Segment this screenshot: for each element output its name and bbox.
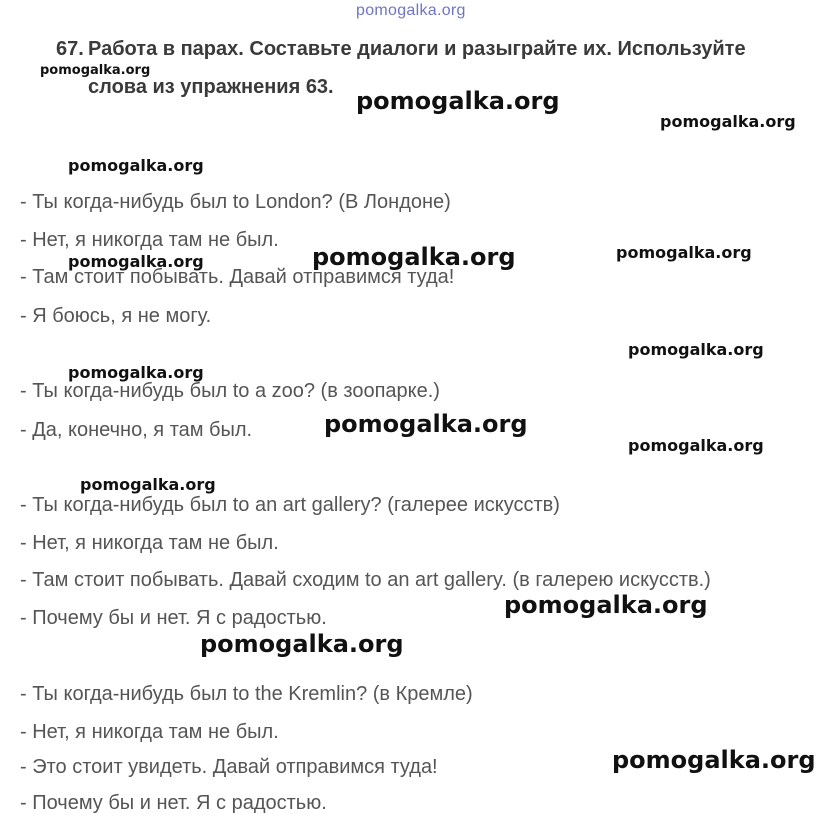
exercise-title-line1: Работа в парах. Составьте диалоги и разыграйте их. Используйте bbox=[88, 38, 746, 60]
watermark: pomogalka.org bbox=[504, 591, 708, 619]
exercise-title-line2: слова из упражнения 63. bbox=[88, 76, 334, 98]
dialogue-line: - Да, конечно, я там был. bbox=[20, 419, 253, 441]
watermark: pomogalka.org bbox=[68, 252, 204, 271]
watermark: pomogalka.org bbox=[312, 243, 516, 271]
watermark: pomogalka.org bbox=[40, 63, 151, 78]
watermark: pomogalka.org bbox=[628, 436, 764, 455]
dialogue-line: - Ты когда-нибудь был to London? (В Лондоне) bbox=[20, 191, 451, 213]
dialogue-line: - Я боюсь, я не могу. bbox=[20, 305, 212, 327]
dialogue-line: - Там стоит побывать. Давай отправимся туда! bbox=[20, 266, 455, 288]
dialogue-line: - Ты когда-нибудь был to a zoo? (в зоопарке.) bbox=[20, 380, 440, 402]
exercise-number: 67. bbox=[56, 38, 84, 60]
dialogue-line: - Нет, я никогда там не был. bbox=[20, 721, 279, 743]
watermark: pomogalka.org bbox=[356, 87, 560, 115]
dialogue-line: - Это стоит увидеть. Давай отправимся туда! bbox=[20, 756, 438, 778]
watermark: pomogalka.org bbox=[68, 363, 204, 382]
watermark-top: pomogalka.org bbox=[356, 2, 466, 19]
watermark: pomogalka.org bbox=[68, 156, 204, 175]
dialogue-line: - Нет, я никогда там не был. bbox=[20, 229, 279, 251]
watermark: pomogalka.org bbox=[612, 746, 816, 774]
dialogue-line: - Почему бы и нет. Я с радостью. bbox=[20, 792, 327, 814]
dialogue-line: - Ты когда-нибудь был to an art gallery? (галерее искусств) bbox=[20, 494, 560, 516]
watermark: pomogalka.org bbox=[324, 410, 528, 438]
watermark: pomogalka.org bbox=[80, 475, 216, 494]
watermark: pomogalka.org bbox=[200, 630, 404, 658]
watermark: pomogalka.org bbox=[660, 112, 796, 131]
dialogue-line: - Почему бы и нет. Я с радостью. bbox=[20, 607, 327, 629]
watermark: pomogalka.org bbox=[616, 243, 752, 262]
dialogue-line: - Ты когда-нибудь был to the Kremlin? (в Кремле) bbox=[20, 683, 473, 705]
watermark: pomogalka.org bbox=[628, 340, 764, 359]
dialogue-line: - Там стоит побывать. Давай сходим to an art gallery. (в галерею искусств.) bbox=[20, 569, 711, 591]
dialogue-line: - Нет, я никогда там не был. bbox=[20, 532, 279, 554]
